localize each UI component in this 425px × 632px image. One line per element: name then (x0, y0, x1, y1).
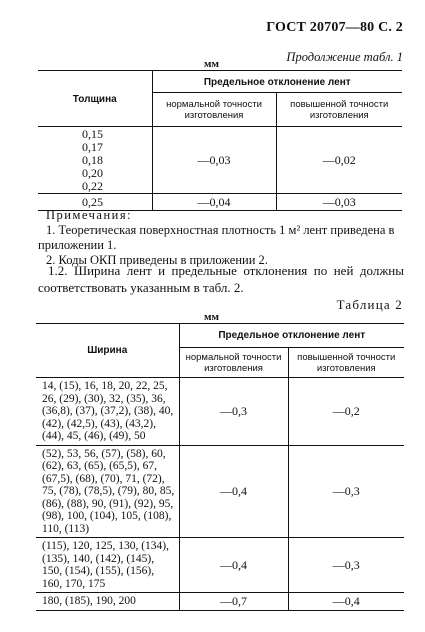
table2-high-value: —0,3 (288, 538, 404, 593)
table1-header-thickness: Толщина (38, 71, 152, 127)
paragraph-text: 1.2. Ширина лент и предельные отклонения по ней должны соответствовать указанным в табл. 2. (38, 263, 404, 295)
table1-high-value: —0,03 (276, 194, 402, 211)
table2-width-cell: 14, (15), 16, 18, 20, 22, 25, 26, (29), (30), 32, (35), 36, (36,8), (37), (37,2), (38), 40, (42), (42,5), (43), (43,2), (44), 45, (46), (49), 50 (36, 378, 179, 446)
table1-thickness-value: 0,20 (82, 165, 103, 180)
table-2 (36, 323, 404, 611)
note-1: 1. Теоретическая поверхностная плотность 1 м² лент приведена в приложении 1. (38, 223, 395, 252)
table1-thickness-value: 0,15 (82, 126, 103, 141)
table2-header-width: Ширина (36, 324, 179, 378)
notes (38, 208, 404, 268)
table2-label: Таблица 2 (336, 297, 403, 312)
table2-normal-value: —0,7 (179, 593, 288, 611)
section-paragraph (38, 262, 404, 296)
note-2: 2. Коды ОКП приведены в приложении 2. (46, 253, 268, 267)
table-1 (38, 70, 402, 211)
table2-high-value: —0,2 (288, 378, 404, 446)
table1-thickness-value: 0,17 (82, 139, 103, 154)
table2-normal-value: —0,4 (179, 445, 288, 538)
table2-width-cell: (115), 120, 125, 130, (134), (135), 140, (142), (145), 150, (154), (155), (156), 160, 170, 175 (36, 538, 179, 593)
table2-normal-value: —0,4 (179, 538, 288, 593)
table-continuation-label: Продолжение табл. 1 (286, 50, 403, 64)
table1-thickness-value: 0,18 (82, 152, 103, 167)
table2-header-normal: нормальной точности изготовления (179, 348, 288, 378)
table1-thickness-value: 0,22 (82, 178, 103, 193)
table1-thickness-value: 0,25 (38, 194, 152, 211)
table1-normal-value: —0,03 (152, 127, 276, 194)
table2-width-cell: (52), 53, 56, (57), (58), 60, (62), 63, (65), (65,5), 67, (67,5), (68), (70), 71, (72), 75, (78), (78,5), (79), 80, 85, (86), (88), 90, (91), (92), 95, (98), 100, (104), 105, (108), 110, (113) (36, 445, 179, 538)
table2-high-value: —0,3 (288, 445, 404, 538)
table1-header-normal: нормальной точности изготовления (152, 93, 276, 127)
table2-header-group: Предельное отклонение лент (179, 324, 404, 348)
table2-normal-value: —0,3 (179, 378, 288, 446)
table2-width-cell: 180, (185), 190, 200 (36, 593, 179, 611)
table2-unit: мм (204, 311, 219, 323)
table2-high-value: —0,4 (288, 593, 404, 611)
table1-header-group: Предельное отклонение лент (152, 71, 402, 93)
page-header: ГОСТ 20707—80 С. 2 (266, 20, 403, 35)
table1-high-value: —0,02 (276, 127, 402, 194)
table1-header-high: повышенной точности изготовления (276, 93, 402, 127)
table1-thickness-group1 (38, 127, 152, 194)
table1-unit: мм (204, 58, 219, 70)
table1-normal-value: —0,04 (152, 194, 276, 211)
table2-header-high: повышенной точности изготовления (288, 348, 404, 378)
notes-title: Примечания: (46, 208, 133, 222)
